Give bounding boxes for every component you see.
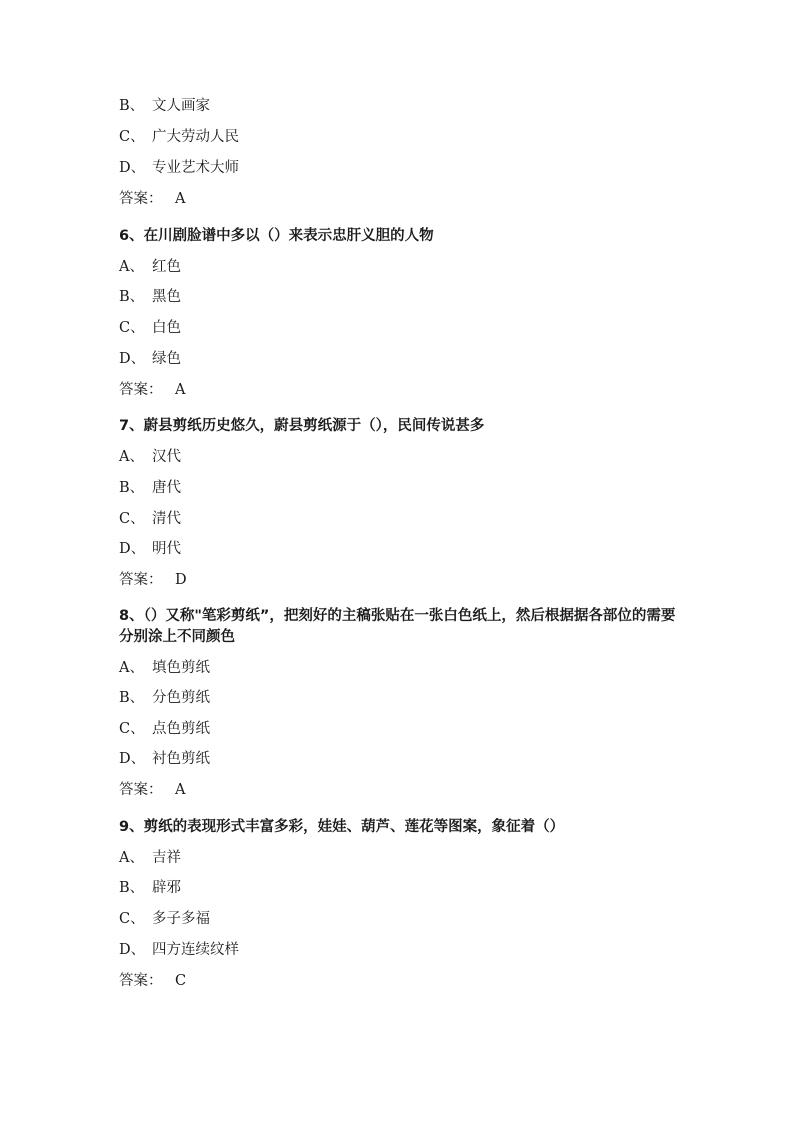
option-letter: C、 xyxy=(119,320,145,336)
option-text: 广大劳动人民 xyxy=(152,129,239,145)
option-line xyxy=(119,96,210,116)
option-text: 清代 xyxy=(152,511,181,527)
option-line xyxy=(119,688,210,708)
option-text: 唐代 xyxy=(152,480,181,496)
answer-value: D xyxy=(175,572,187,588)
option-line xyxy=(119,909,210,929)
answer-value: A xyxy=(175,782,186,798)
answer-line xyxy=(119,189,185,209)
option-line xyxy=(119,447,181,467)
option-letter: A、 xyxy=(119,850,144,866)
option-line xyxy=(119,940,239,960)
option-letter: B、 xyxy=(119,880,145,896)
option-text: 白色 xyxy=(152,320,181,336)
option-text: 四方连续纹样 xyxy=(152,942,239,958)
option-text: 多子多福 xyxy=(152,911,210,927)
option-letter: C、 xyxy=(119,511,145,527)
option-text: 点色剪纸 xyxy=(152,721,210,737)
option-line xyxy=(119,257,181,277)
option-text: 分色剪纸 xyxy=(152,690,210,706)
option-letter: C、 xyxy=(119,129,145,145)
answer-value: A xyxy=(175,382,186,398)
option-line xyxy=(119,478,181,498)
option-letter: D、 xyxy=(119,751,146,767)
question-9: 9、剪纸的表现形式丰富多彩，娃娃、葫芦、莲花等图案，象征着（） xyxy=(119,819,565,835)
option-letter: D、 xyxy=(119,942,146,958)
answer-label: 答案： xyxy=(119,572,163,588)
option-text: 明代 xyxy=(152,541,181,557)
option-line xyxy=(119,719,210,739)
option-text: 吉祥 xyxy=(152,850,181,866)
option-text: 黑色 xyxy=(152,289,181,305)
answer-label: 答案： xyxy=(119,382,163,398)
option-text: 专业艺术大师 xyxy=(152,160,239,176)
option-text: 汉代 xyxy=(152,449,181,465)
option-letter: C、 xyxy=(119,911,145,927)
option-line xyxy=(119,848,181,868)
option-line xyxy=(119,509,181,529)
option-letter: C、 xyxy=(119,721,145,737)
question-8: 8、（）又称"笔彩剪纸”，把刻好的主稿张贴在一张白色纸上，然后根据据各部位的需要分别涂上不同颜色 xyxy=(119,608,676,645)
option-letter: B、 xyxy=(119,289,145,305)
option-line xyxy=(119,878,181,898)
option-line xyxy=(119,349,181,369)
option-line xyxy=(119,158,239,178)
option-text: 辟邪 xyxy=(152,880,181,896)
option-line xyxy=(119,539,181,559)
answer-label: 答案： xyxy=(119,782,163,798)
option-text: 红色 xyxy=(152,259,181,275)
answer-line xyxy=(119,380,185,400)
option-text: 绿色 xyxy=(152,351,181,367)
option-letter: D、 xyxy=(119,351,146,367)
option-text: 文人画家 xyxy=(152,98,210,114)
answer-value: A xyxy=(175,191,186,207)
option-letter: B、 xyxy=(119,480,145,496)
option-letter: A、 xyxy=(119,449,144,465)
option-text: 衬色剪纸 xyxy=(152,751,210,767)
question-7: 7、蔚县剪纸历史悠久，蔚县剪纸源于（），民间传说甚多 xyxy=(119,418,485,434)
answer-value: C xyxy=(175,973,187,989)
option-letter: B、 xyxy=(119,690,145,706)
option-line xyxy=(119,318,181,338)
option-line xyxy=(119,749,210,769)
answer-line xyxy=(119,780,185,800)
option-line xyxy=(119,127,239,147)
answer-line xyxy=(119,971,186,991)
option-text: 填色剪纸 xyxy=(152,660,210,676)
option-letter: D、 xyxy=(119,160,146,176)
answer-label: 答案： xyxy=(119,973,163,989)
option-letter: D、 xyxy=(119,541,146,557)
option-letter: A、 xyxy=(119,660,144,676)
question-6: 6、在川剧脸谱中多以（）来表示忠肝义胆的人物 xyxy=(119,228,434,244)
option-line xyxy=(119,658,210,678)
option-letter: A、 xyxy=(119,259,144,275)
option-line xyxy=(119,287,181,307)
option-letter: B、 xyxy=(119,98,145,114)
answer-label: 答案： xyxy=(119,191,163,207)
answer-line xyxy=(119,570,187,590)
